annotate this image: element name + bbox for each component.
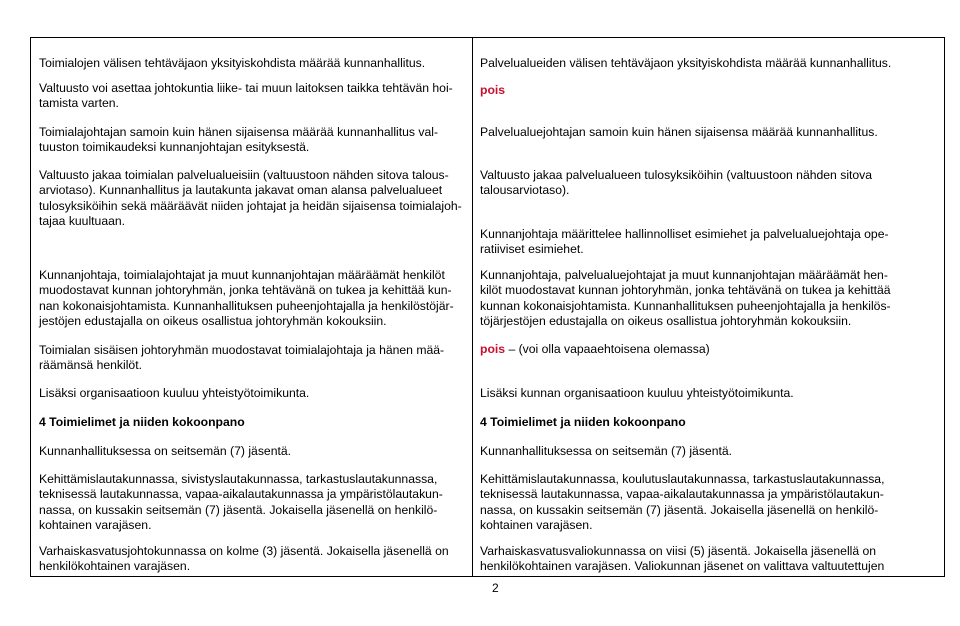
table-bottom-border: [30, 576, 945, 577]
right-removal-marker-2: pois: [480, 342, 506, 356]
table-top-border: [30, 37, 945, 38]
right-paragraph-1: Palvelualueiden välisen tehtäväjaon yksityiskohdista määrää kunnanhallitus.: [480, 56, 892, 70]
left-section-heading: 4 Toimielimet ja niiden kokoonpano: [39, 415, 245, 429]
left-paragraph-10: Varhaiskasvatusjohtokunnassa on kolme (3) jäsentä. Jokaisella jäsenellä on henkilökohtainen varajäsen.: [39, 544, 449, 574]
comparison-table: [30, 37, 945, 577]
table-right-border: [944, 37, 945, 577]
right-removal-note: – (voi olla vapaaehtoisena olemassa): [505, 342, 710, 356]
left-paragraph-5: Kunnanjohtaja, toimialajohtajat ja muut kunnanjohtajan määräämät henkilöt muodostavat kunnan johtoryhmän, jonka tehtävänä on tukea ja kehittää kun- nan kokonaisjohtamista. Kunnanhallituksen puheenjohtajalla ja henkilöstöjär- jestöjen edustajalla on oikeus osallistua johtoryhmän kokouksiin.: [39, 268, 454, 328]
right-paragraph-5: Kunnanjohtaja, palvelualuejohtajat ja muut kunnanjohtajan määräämät hen- kilöt muodostavat kunnan johtoryhmän, jonka tehtävänä on tukea ja kehittää kunnan kokonaisjohtamista. Kunnanhallituksen puheenjohtajalla ja henkilös- töjärjestöjen edustajalla on oikeus osallistua johtoryhmän kokouksiin.: [480, 268, 891, 328]
left-paragraph-3: Toimialajohtajan samoin kuin hänen sijaisensa määrää kunnanhallitus val- tuuston toimikaudeksi kunnanjohtajan esityksestä.: [39, 125, 439, 155]
right-paragraph-8: Kehittämislautakunnassa, koulutuslautakunnassa, tarkastuslautakunnassa, teknisessä lautakunnassa, vapaa-aikalautakunnassa ja ympäristölautakun- nassa, on kussakin seitsemän (7) jäsentä. Jokaisella jäsenellä on henkilö- kohtainen varajäsen.: [480, 472, 885, 532]
right-paragraph-2: Palvelualuejohtajan samoin kuin hänen sijaisensa määrää kunnanhallitus.: [480, 125, 878, 139]
right-paragraph-4: Kunnanjohtaja määrittelee hallinnolliset esimiehet ja palvelualuejohtaja ope- ratiiviset esimiehet.: [480, 227, 889, 257]
left-paragraph-4: Valtuusto jakaa toimialan palvelualueisiin (valtuustoon nähden sitova talous- arviotaso). Kunnanhallitus ja lautakunta jakavat oman alansa palvelualueet tulosyksiköihin sekä määräävät niiden johtajat ja heidän sijaisensa toimialajoh- tajaa kuultuaan.: [39, 168, 462, 228]
left-paragraph-6: Toimialan sisäisen johtoryhmän muodostavat toimialajohtaja ja hänen mää- räämänsä henkilöt.: [39, 343, 445, 373]
left-paragraph-1: Toimialojen välisen tehtäväjaon yksityiskohdista määrää kunnanhallitus.: [39, 56, 426, 70]
right-removal-line: [480, 342, 940, 357]
page-number: 2: [492, 581, 499, 595]
left-paragraph-2: Valtuusto voi asettaa johtokuntia liike- tai muun laitoksen taikka tehtävän hoi- tamista varten.: [39, 81, 453, 111]
left-paragraph-7: Lisäksi organisaatioon kuuluu yhteistyötoimikunta.: [39, 386, 310, 400]
right-paragraph-3: Valtuusto jakaa palvelualueen tulosyksiköihin (valtuustoon nähden sitova talousarviotaso).: [480, 168, 873, 198]
right-removal-marker-1: pois: [480, 83, 506, 97]
right-section-heading: 4 Toimielimet ja niiden kokoonpano: [480, 415, 686, 429]
left-paragraph-8: Kunnanhallituksessa on seitsemän (7) jäsentä.: [39, 444, 292, 458]
right-paragraph-7: Kunnanhallituksessa on seitsemän (7) jäsentä.: [480, 444, 733, 458]
right-paragraph-6: Lisäksi kunnan organisaatioon kuuluu yhteistyötoimikunta.: [480, 386, 794, 400]
table-left-border: [30, 37, 31, 577]
column-divider: [472, 37, 473, 577]
left-paragraph-9: Kehittämislautakunnassa, sivistyslautakunnassa, tarkastuslautakunnassa, teknisessä lautakunnassa, vapaa-aikalautakunnassa ja ympäristölautakun- nassa, on kussakin seitsemän (7) jäsentä. Jokaisella jäsenellä on henkilö- kohtainen varajäsen.: [39, 472, 443, 532]
right-paragraph-9: Varhaiskasvatusvaliokunnassa on viisi (5) jäsentä. Jokaisella jäsenellä on henkilökohtainen varajäsen. Valiokunnan jäsenet on valittava valtuutettujen: [480, 544, 885, 574]
